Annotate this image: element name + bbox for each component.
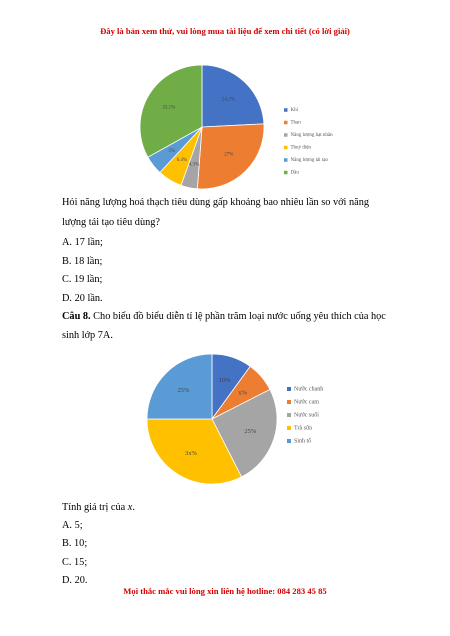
- legend-swatch: [284, 146, 288, 150]
- legend-swatch: [287, 413, 291, 417]
- energy-pie-chart: [140, 58, 380, 198]
- question8-ask-suffix: .: [132, 502, 135, 513]
- slice-label: 6.4%: [176, 157, 188, 163]
- legend-label: Nước suối: [294, 412, 319, 419]
- legend-swatch: [287, 439, 291, 443]
- question8-ask-var: x: [127, 502, 133, 513]
- legend-swatch: [284, 133, 288, 137]
- legend-swatch: [287, 400, 291, 404]
- slice-label: 5%: [168, 148, 176, 154]
- slice-label: 3x%: [184, 449, 197, 457]
- slice-label: 24.2%: [222, 97, 235, 103]
- legend-swatch: [284, 121, 288, 125]
- question8-prompt-text: Cho biểu đồ biểu diễn tỉ lệ phần trăm loại nước uống yêu thích của học: [90, 311, 386, 322]
- legend-label: Nước chanh: [294, 386, 324, 393]
- legend-label: Nước cam: [294, 399, 319, 406]
- question7-option-b: B. 18 lần;: [62, 256, 103, 267]
- legend-label: Thuỷ điện: [290, 145, 311, 151]
- slice-label: 10%: [218, 377, 231, 385]
- legend-swatch: [284, 108, 288, 112]
- question7-option-a: A. 17 lần;: [62, 237, 103, 248]
- drinks-pie-chart: [140, 348, 380, 488]
- legend-label: Than: [290, 120, 301, 126]
- slice-label: 25%: [244, 427, 257, 435]
- slice-label: 33.1%: [162, 105, 176, 111]
- header-banner: Đây là bản xem thử, vui lòng mua tài liệu để xem chi tiết (có lời giải): [100, 26, 350, 36]
- legend-label: Sinh tố: [294, 438, 312, 445]
- footer-banner: Mọi thắc mắc vui lòng xin liên hệ hotline: 084 283 45 85: [123, 586, 327, 596]
- slice-label: 4.3%: [188, 162, 200, 168]
- question8-option-c: C. 15;: [62, 557, 88, 568]
- legend-swatch: [284, 171, 288, 175]
- pie-slice: [202, 65, 264, 127]
- question8-option-b: B. 10;: [62, 538, 88, 549]
- question7-prompt-line2: lượng tái tạo tiêu dùng?: [62, 217, 160, 228]
- slice-label: 25%: [177, 386, 190, 394]
- question8-ask-prefix: Tính giá trị của: [62, 502, 128, 513]
- question8-option-a: A. 5;: [62, 520, 83, 531]
- question7-option-d: D. 20 lần.: [62, 293, 103, 304]
- question8-prompt-line1: [62, 310, 386, 324]
- question8-ask: [62, 501, 135, 515]
- question7-prompt-line1: Hỏi năng lượng hoá thạch tiêu dùng gấp khoảng bao nhiêu lần so với năng: [62, 197, 370, 208]
- question8-prompt-line2: sinh lớp 7A.: [62, 330, 113, 341]
- legend-label: Khí: [290, 108, 298, 114]
- question8-label: Câu 8.: [62, 311, 91, 322]
- question8-option-d: D. 20.: [62, 575, 88, 586]
- legend-label: Năng lượng hạt nhân: [290, 133, 333, 139]
- question7-option-c: C. 19 lần;: [62, 274, 103, 285]
- slice-label: 27%: [224, 152, 234, 158]
- legend-label: Năng lượng tái tạo: [290, 158, 328, 164]
- legend-swatch: [284, 158, 288, 162]
- slice-label: x%: [238, 389, 247, 397]
- legend-swatch: [287, 387, 291, 391]
- legend-label: Trà sữa: [294, 425, 312, 432]
- legend-swatch: [287, 426, 291, 430]
- legend-label: Dầu: [290, 170, 299, 176]
